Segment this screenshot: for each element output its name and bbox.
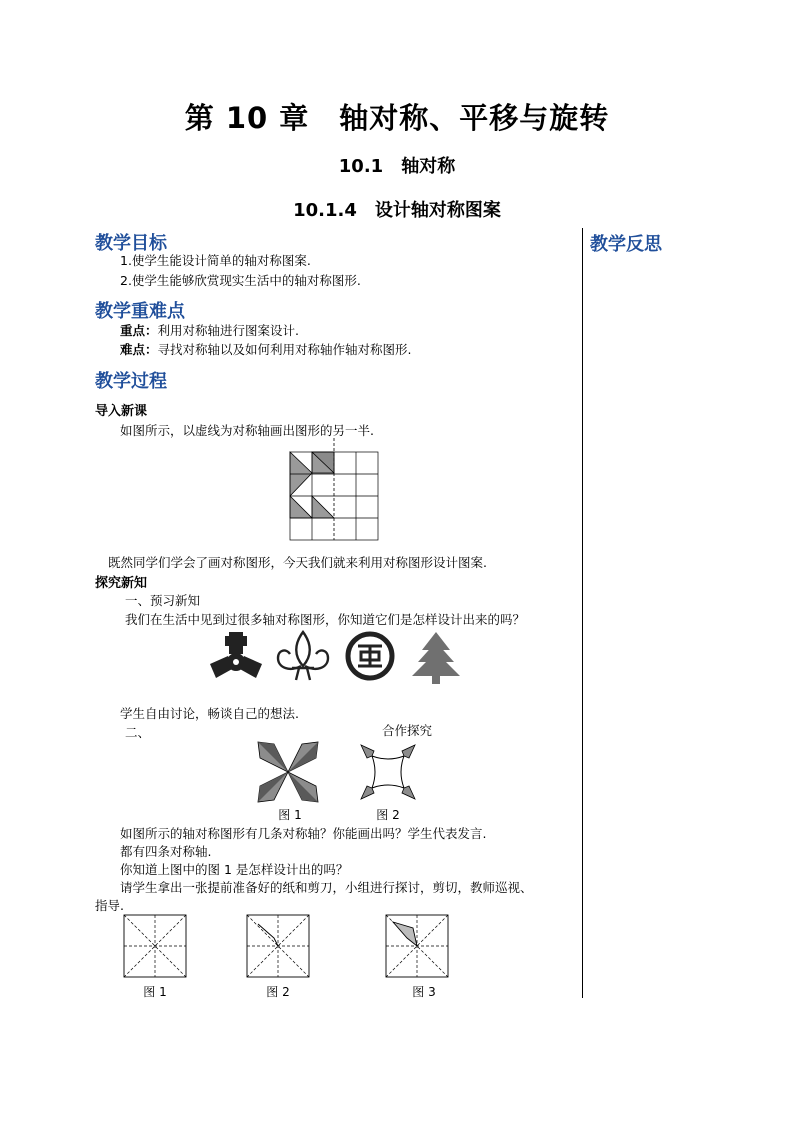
chapter-title: 第 10 章 轴对称、平移与旋转: [184, 101, 610, 135]
figure-2-caption: 图 2: [376, 808, 400, 822]
difficulty-label: 难点：: [120, 342, 158, 357]
column-divider: [582, 228, 583, 998]
discussion-text: 学生自由讨论，畅谈自己的想法.: [120, 706, 299, 721]
part2-number: 二、: [125, 725, 151, 740]
objectives-heading: 教学目标: [95, 233, 167, 254]
trefoil-symbol-icon: [208, 628, 264, 686]
explore-heading: 探究新知: [95, 576, 148, 591]
objective-item: 2.使学生能够欣赏现实生活中的轴对称图形.: [120, 273, 361, 288]
process-heading: 教学过程: [95, 371, 167, 392]
fold-diagram-3: [385, 914, 449, 978]
difficulty-text: 寻找对称轴以及如何利用对称轴作轴对称图形.: [157, 342, 412, 357]
pine-tree-icon: [410, 630, 462, 686]
subsection-title: 10.1.4 设计轴对称图案: [293, 200, 501, 221]
task-line-2: 指导.: [95, 898, 124, 913]
grid-figure: [288, 438, 382, 546]
fold-caption-2: 图 2: [266, 985, 290, 999]
difficulty-line: [120, 340, 412, 358]
keypoints-heading: 教学重难点: [95, 301, 185, 322]
part1-title: 一、预习新知: [125, 593, 201, 608]
key-text: 利用对称轴进行图案设计.: [157, 323, 299, 338]
part1-text: 我们在生活中见到过很多轴对称图形，你知道它们是怎样设计出来的吗？: [125, 612, 526, 627]
bank-logo-icon: [344, 630, 396, 682]
pattern-figure-1: [254, 738, 322, 806]
answer-1: 都有四条对称轴.: [120, 844, 212, 859]
figure-1-caption: 图 1: [278, 808, 302, 822]
fold-caption-3: 图 3: [412, 985, 436, 999]
task-line-1: 请学生拿出一张提前准备好的纸和剪刀，小组进行探讨，剪切，教师巡视、: [120, 880, 533, 895]
fold-diagram-2: [246, 914, 310, 978]
intro-heading: 导入新课: [95, 404, 148, 419]
question-1: 如图所示的轴对称图形有几条对称轴？你能画出吗？学生代表发言.: [120, 826, 487, 841]
fleur-de-lis-icon: [272, 628, 334, 684]
objective-item: 1.使学生能设计简单的轴对称图案.: [120, 253, 311, 268]
pattern-figure-2: [358, 742, 418, 802]
fold-diagram-1: [123, 914, 187, 978]
intro-after: 既然同学们学会了画对称图形，今天我们就来利用对称图形设计图案.: [108, 555, 487, 570]
key-label: 重点：: [120, 323, 158, 338]
fold-caption-1: 图 1: [143, 985, 167, 999]
part2-title: 合作探究: [382, 723, 433, 738]
question-2: 你知道上图中的图 1 是怎样设计出的吗？: [120, 862, 349, 877]
intro-text: 如图所示，以虚线为对称轴画出图形的另一半.: [120, 423, 374, 438]
key-point-line: [120, 321, 299, 339]
reflection-heading: 教学反思: [590, 234, 662, 255]
section-title: 10.1 轴对称: [338, 156, 456, 177]
